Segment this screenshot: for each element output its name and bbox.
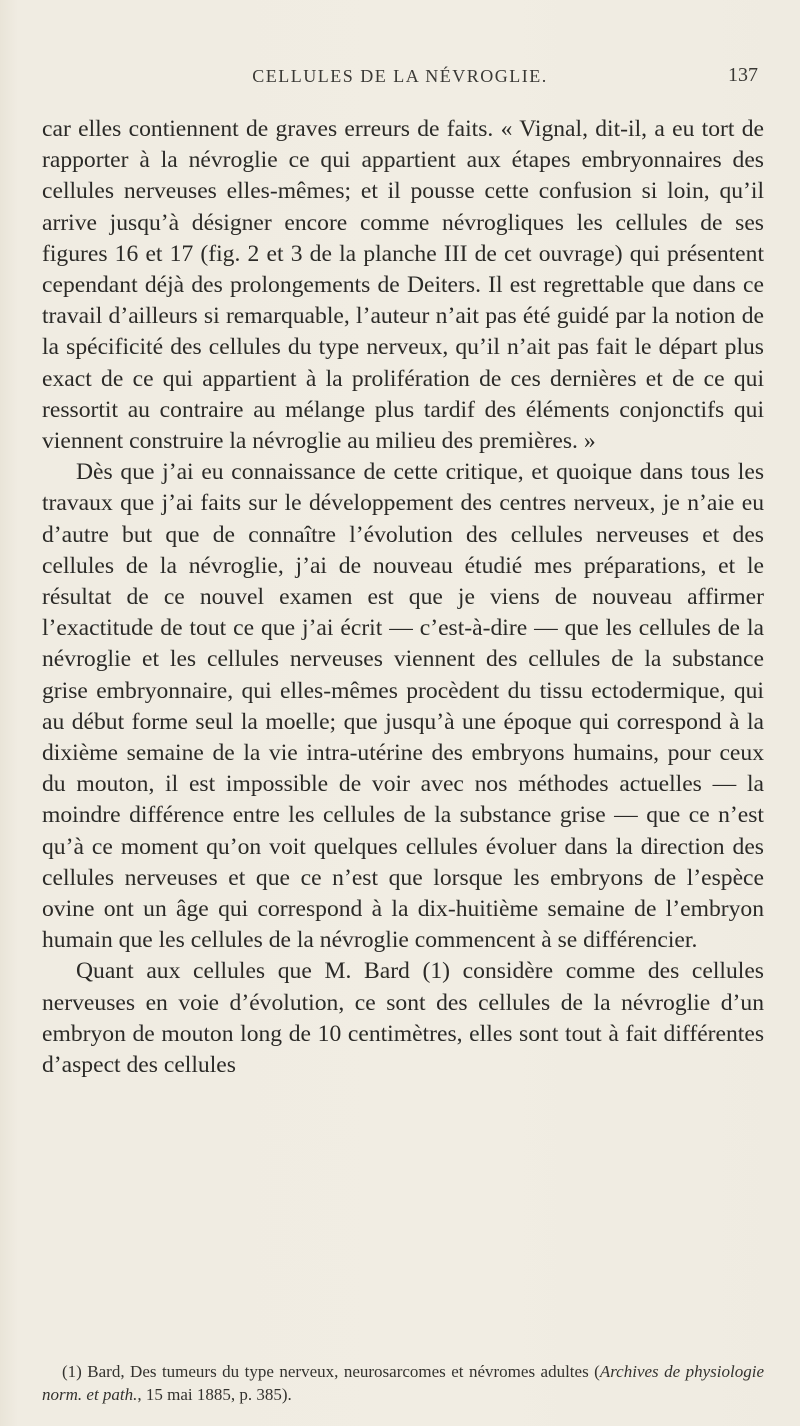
paragraph-3: Quant aux cellules que M. Bard (1) considère comme des cellules nerveuses en voie d’évolution, ce sont des cellules de la névroglie d’un embryon de mouton long de 10 centimètres, elles sont tout à fait différentes d’aspect des cellules xyxy=(42,958,764,1079)
footnote-journal-title: Archives de physiologie norm. et path. xyxy=(42,1362,765,1404)
paragraph-1: car elles contiennent de graves erreurs de faits. « Vignal, dit-il, a eu tort de rapporter à la névroglie ce qui appartient aux étapes embryonnaires des cellules nerveuses elles-mêmes; et il pousse cette confusion si loin, qu’il arrive jusqu’à désigner encore comme névrogliques les cellules de ses figures 16 et 17 (fig. 2 et 3 de la planche III de cet ouvrage) qui présentent cependant déjà des prolongements de Deiters. Il est regrettable que dans ce travail d’ailleurs si remarquable, l’auteur n’ait pas été guidé par la notion de la spécificité des cellules du type nerveux, qu’il n’ait pas fait le départ plus exact de ce qui appartient à la prolifération de ces dernières et de ce qui ressortit au contraire au mélange plus tardif des éléments conjonctifs qui viennent construire la névroglie au milieu des premières. » xyxy=(42,116,764,455)
footnote-citation-end: , 15 mai 1885, p. 385). xyxy=(137,1385,292,1404)
footnote xyxy=(42,1360,764,1406)
main-text xyxy=(42,114,764,1081)
footnote-citation-start: (1) Bard, Des tumeurs du type nerveux, neurosarcomes et névromes adultes ( xyxy=(62,1362,600,1381)
page-number: 137 xyxy=(728,64,758,86)
paragraph-2: Dès que j’ai eu connaissance de cette critique, et quoique dans tous les travaux que j’ai faits sur le développement des centres nerveux, je n’aie eu d’autre but que de connaître l’évolution des cellules nerveuses et des cellules de la névroglie, j’ai de nouveau étudié mes préparations, et le résultat de ce nouvel examen est que je viens de nouveau affirmer l’exactitude de tout ce que j’ai écrit — c’est-à-dire — que les cellules de la névroglie et les cellules nerveuses viennent des cellules de la substance grise embryonnaire, qui elles-mêmes procèdent du tissu ectodermique, qui au début forme seul la moelle; que jusqu’à une époque qui correspond à la dixième semaine de la vie intra-utérine des embryons humains, pour ceux du mouton, il est impossible de voir avec nos méthodes actuelles — la moindre différence entre les cellules de la substance grise — que ce n’est qu’à ce moment qu’on voit quelques cellules évoluer dans la direction des cellules nerveuses et que ce n’est que lorsque les embryons de l’espèce ovine ont un âge qui correspond à la dix-huitième semaine de l’embryon humain que les cellules de la névroglie commencent à se différencier. xyxy=(42,459,764,954)
footnote-text xyxy=(42,1360,764,1406)
running-title: CELLULES DE LA NÉVROGLIE. xyxy=(252,66,548,86)
